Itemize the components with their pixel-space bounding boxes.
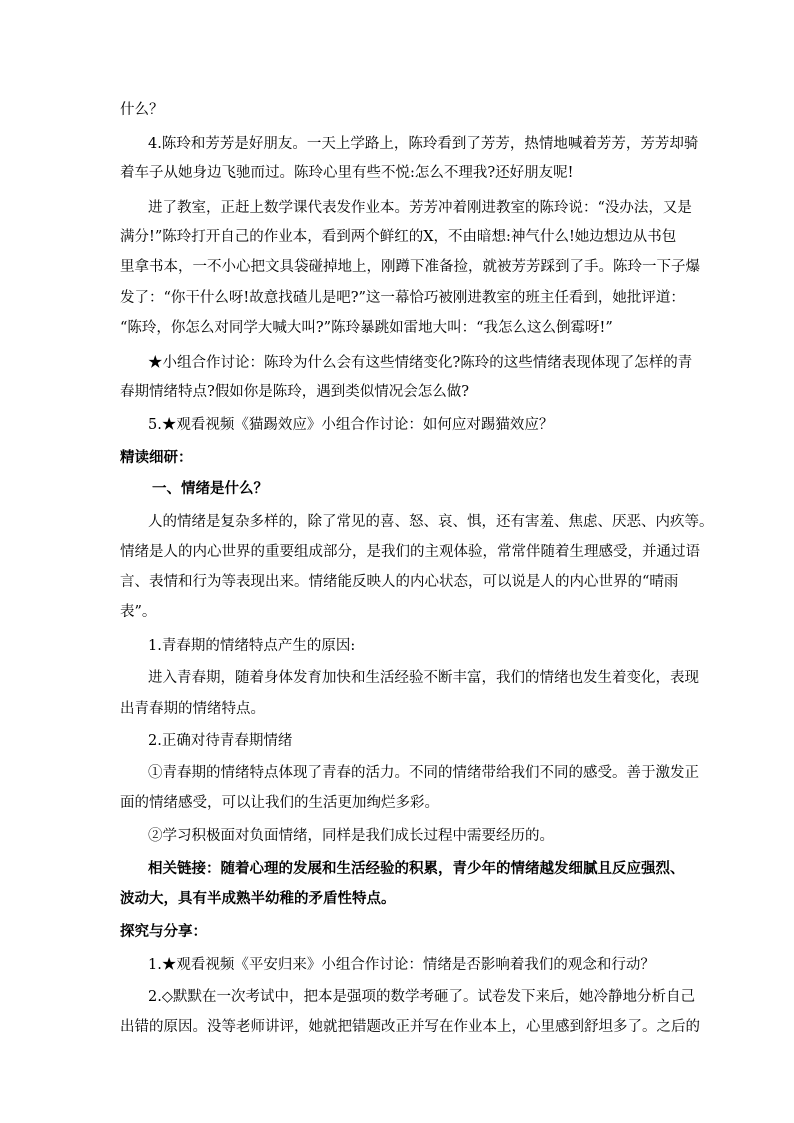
text-line: 满分!”陈玲打开自己的作业本，看到两个鲜红的X，不由暗想:神气什么!她边想边从书包 [120, 229, 677, 245]
text-line: ②学习积极面对负面情绪，同样是我们成长过程中需要经历的。 [148, 828, 554, 844]
subsection-heading: 一、情绪是什么？ [152, 480, 268, 497]
text-line: 出青春期的情绪特点。 [120, 701, 265, 717]
related-link-text: 相关链接：随着心理的发展和生活经验的积累，青少年的情绪越发细腻且反应强烈、 [148, 860, 685, 877]
text-line: 言、表情和行为等表现出来。情绪能反映人的内心状态，可以说是人的内心世界的“晴雨 [120, 574, 679, 590]
text-line: 出错的原因。没等老师讲评，她就把错题改正并写在作业本上，心里感到舒坦多了。之后的 [120, 1019, 700, 1035]
text-line: ①青春期的情绪特点体现了青春的活力。不同的情绪带给我们不同的感受。善于激发正 [148, 765, 699, 781]
text-line: 情绪是人的内心世界的重要组成部分，是我们的主观体验，常常伴随着生理感受，并通过语 [120, 544, 700, 560]
text-line: 表”。 [120, 604, 157, 620]
text-line: 什么？ [120, 102, 164, 118]
text-line: 面的情绪感受，可以让我们的生活更加绚烂多彩。 [120, 795, 439, 811]
text-line: 春期情绪特点?假如你是陈玲，遇到类似情况会怎么做? [120, 384, 470, 400]
text-line: 进了教室，正赶上数学课代表发作业本。芳芳冲着刚进教室的陈玲说：“没办法，又是 [148, 200, 692, 216]
text-line: 发了：“你干什么呀!故意找碴儿是吧?”这一幕恰巧被刚进教室的班主任看到，她批评道： [120, 290, 685, 306]
text-line: “陈玲，你怎么对同学大喊大叫?”陈玲暴跳如雷地大叫：“我怎么这么倒霉呀!” [120, 320, 613, 336]
text-line: 着车子从她身边飞驰而过。陈玲心里有些不悦:怎么不理我?还好朋友呢! [120, 165, 574, 181]
text-line: 2.◇默默在一次考试中，把本是强项的数学考砸了。试卷发下来后，她冷静地分析自己 [148, 989, 695, 1005]
text-line: 4.陈玲和芳芳是好朋友。一天上学路上，陈玲看到了芳芳，热情地喊着芳芳，芳芳却骑 [148, 136, 699, 152]
text-line: 1.青春期的情绪特点产生的原因: [148, 638, 356, 654]
text-line: 5.★观看视频《猫踢效应》小组合作讨论：如何应对踢猫效应？ [148, 417, 554, 433]
text-line: 进入青春期，随着身体发育加快和生活经验不断丰富，我们的情绪也发生着变化，表现 [148, 670, 699, 686]
section-heading: 精读细研： [120, 449, 193, 466]
text-line: ★小组合作讨论：陈玲为什么会有这些情绪变化?陈玲的这些情绪表现体现了怎样的青 [148, 355, 693, 371]
text-line: 2.正确对待青春期情绪 [148, 733, 293, 749]
section-heading: 探究与分享： [120, 923, 207, 940]
related-link-text: 波动大，具有半成熟半幼稚的矛盾性特点。 [120, 890, 396, 907]
text-line: 人的情绪是复杂多样的，除了常见的喜、怒、哀、惧，还有害羞、焦虑、厌恶、内疚等。 [148, 514, 714, 530]
text-line: 1.★观看视频《平安归来》小组合作讨论：情绪是否影响着我们的观念和行动？ [148, 957, 655, 973]
text-line: 里拿书本，一不小心把文具袋碰掉地上，刚蹲下准备捡，就被芳芳踩到了手。陈玲一下子爆 [120, 259, 700, 275]
